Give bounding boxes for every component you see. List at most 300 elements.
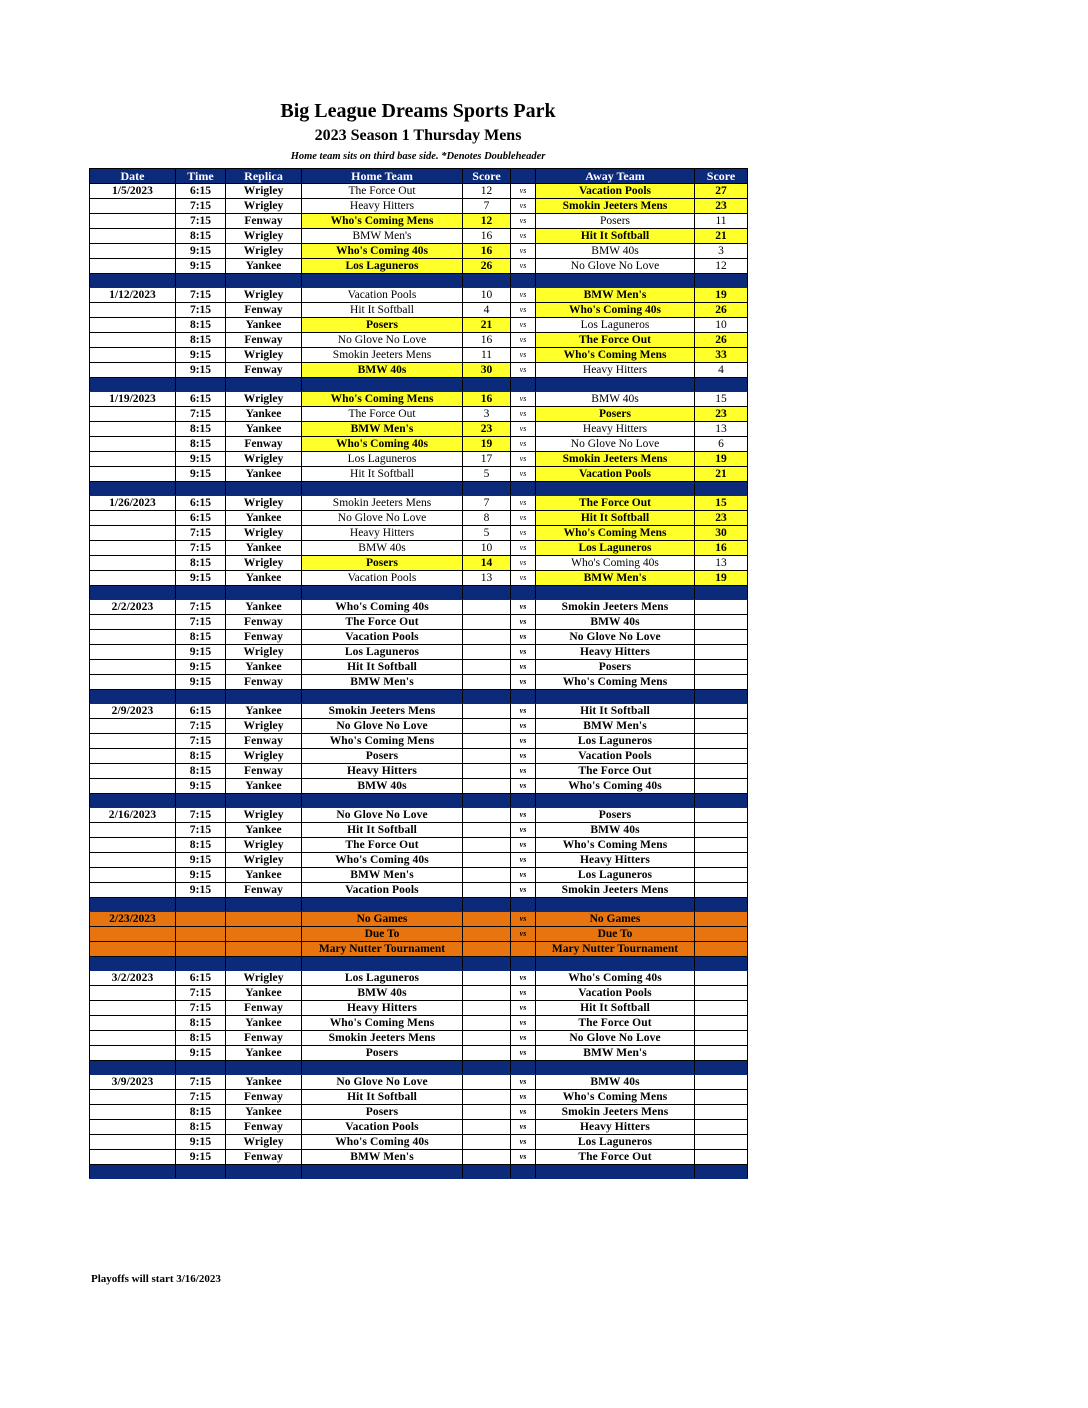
away-score-cell: 26 — [695, 303, 748, 318]
separator-cell — [226, 274, 302, 288]
replica-cell: Wrigley — [226, 229, 302, 244]
separator-cell — [536, 690, 695, 704]
time-cell: 6:15 — [176, 496, 226, 511]
away-score-cell: 33 — [695, 348, 748, 363]
replica-cell: Wrigley — [226, 808, 302, 823]
home-score-cell — [463, 675, 511, 690]
no-games-row — [90, 942, 748, 957]
away-team-cell: The Force Out — [536, 1016, 695, 1031]
vs-cell: vs — [511, 600, 536, 615]
separator-cell — [511, 378, 536, 392]
separator-cell — [302, 1165, 463, 1179]
col-vs — [511, 169, 536, 184]
date-cell — [90, 1135, 176, 1150]
separator-cell — [226, 482, 302, 496]
vs-cell: vs — [511, 392, 536, 407]
home-score-cell — [463, 749, 511, 764]
date-cell — [90, 363, 176, 378]
vs-cell: vs — [511, 214, 536, 229]
vs-cell: vs — [511, 556, 536, 571]
away-score-cell — [695, 1090, 748, 1105]
separator-cell — [176, 274, 226, 288]
away-score-cell — [695, 838, 748, 853]
home-score-cell — [463, 704, 511, 719]
replica-cell: Fenway — [226, 303, 302, 318]
vs-cell: vs — [511, 199, 536, 214]
game-row — [90, 749, 748, 764]
date-cell — [90, 1001, 176, 1016]
time-cell: 9:15 — [176, 259, 226, 274]
home-team-cell: Vacation Pools — [302, 630, 463, 645]
away-team-cell: Los Laguneros — [536, 868, 695, 883]
away-team-cell: Vacation Pools — [536, 184, 695, 199]
home-score-cell: 5 — [463, 526, 511, 541]
vs-cell: vs — [511, 719, 536, 734]
separator-cell — [302, 378, 463, 392]
away-score-cell — [695, 749, 748, 764]
col-replica: Replica — [226, 169, 302, 184]
home-team-cell: Vacation Pools — [302, 883, 463, 898]
vs-cell: vs — [511, 1105, 536, 1120]
away-score-cell — [695, 615, 748, 630]
game-row — [90, 1075, 748, 1090]
separator-cell — [463, 794, 511, 808]
replica-cell: Wrigley — [226, 244, 302, 259]
vs-cell: vs — [511, 660, 536, 675]
week-separator — [90, 378, 748, 392]
time-cell: 9:15 — [176, 467, 226, 482]
date-cell — [90, 883, 176, 898]
separator-cell — [511, 690, 536, 704]
home-team-cell: Hit It Softball — [302, 1090, 463, 1105]
vs-cell: vs — [511, 526, 536, 541]
vs-cell: vs — [511, 704, 536, 719]
home-score-cell: 10 — [463, 288, 511, 303]
separator-cell — [176, 378, 226, 392]
date-cell: 2/9/2023 — [90, 704, 176, 719]
separator-cell — [90, 898, 176, 912]
game-row — [90, 1150, 748, 1165]
separator-cell — [695, 794, 748, 808]
home-score-cell — [463, 645, 511, 660]
home-score-cell — [463, 823, 511, 838]
date-cell — [90, 407, 176, 422]
vs-cell: vs — [511, 407, 536, 422]
separator-cell — [511, 1061, 536, 1075]
away-score-cell — [695, 853, 748, 868]
game-row — [90, 199, 748, 214]
vs-cell: vs — [511, 303, 536, 318]
separator-cell — [302, 957, 463, 971]
home-team-cell: The Force Out — [302, 407, 463, 422]
replica-cell: Fenway — [226, 1001, 302, 1016]
date-cell — [90, 229, 176, 244]
vs-cell: vs — [511, 452, 536, 467]
separator-cell — [302, 586, 463, 600]
week-separator — [90, 1165, 748, 1179]
replica-cell: Fenway — [226, 1120, 302, 1135]
date-cell: 1/5/2023 — [90, 184, 176, 199]
away-score-cell: 30 — [695, 526, 748, 541]
replica-cell: Yankee — [226, 541, 302, 556]
separator-cell — [302, 482, 463, 496]
week-separator — [90, 794, 748, 808]
vs-cell: vs — [511, 1075, 536, 1090]
home-score-cell: 11 — [463, 348, 511, 363]
home-score-cell — [463, 1046, 511, 1061]
home-score-cell — [463, 660, 511, 675]
time-cell: 8:15 — [176, 318, 226, 333]
away-score-cell — [695, 912, 748, 927]
time-cell: 7:15 — [176, 541, 226, 556]
time-cell: 8:15 — [176, 1031, 226, 1046]
time-cell: 7:15 — [176, 1075, 226, 1090]
separator-cell — [90, 690, 176, 704]
home-score-cell: 12 — [463, 214, 511, 229]
vs-cell: vs — [511, 734, 536, 749]
home-team-cell: Hit It Softball — [302, 660, 463, 675]
date-cell — [90, 1120, 176, 1135]
game-row — [90, 392, 748, 407]
vs-cell: vs — [511, 1031, 536, 1046]
replica-cell: Yankee — [226, 1016, 302, 1031]
vs-cell: vs — [511, 779, 536, 794]
away-team-cell: Heavy Hitters — [536, 1120, 695, 1135]
game-row — [90, 184, 748, 199]
vs-cell: vs — [511, 244, 536, 259]
home-score-cell — [463, 868, 511, 883]
game-row — [90, 467, 748, 482]
away-team-cell: Hit It Softball — [536, 229, 695, 244]
vs-cell: vs — [511, 437, 536, 452]
away-team-cell: Los Laguneros — [536, 541, 695, 556]
away-score-cell: 4 — [695, 363, 748, 378]
home-score-cell — [463, 779, 511, 794]
game-row — [90, 734, 748, 749]
home-team-cell: No Games — [302, 912, 463, 927]
away-score-cell — [695, 630, 748, 645]
home-team-cell: Heavy Hitters — [302, 199, 463, 214]
home-score-cell: 16 — [463, 244, 511, 259]
time-cell: 7:15 — [176, 214, 226, 229]
away-team-cell: BMW 40s — [536, 1075, 695, 1090]
vs-cell: vs — [511, 986, 536, 1001]
vs-cell: vs — [511, 1135, 536, 1150]
separator-cell — [695, 586, 748, 600]
home-team-cell: Who's Coming Mens — [302, 392, 463, 407]
separator-cell — [536, 378, 695, 392]
away-team-cell: Smokin Jeeters Mens — [536, 199, 695, 214]
home-team-cell: Smokin Jeeters Mens — [302, 348, 463, 363]
game-row — [90, 883, 748, 898]
replica-cell: Yankee — [226, 511, 302, 526]
replica-cell: Yankee — [226, 259, 302, 274]
vs-cell: vs — [511, 541, 536, 556]
home-score-cell — [463, 927, 511, 942]
game-row — [90, 348, 748, 363]
date-cell — [90, 1150, 176, 1165]
away-team-cell: Who's Coming Mens — [536, 675, 695, 690]
week-separator — [90, 482, 748, 496]
separator-cell — [695, 690, 748, 704]
away-score-cell: 12 — [695, 259, 748, 274]
date-cell — [90, 556, 176, 571]
date-cell — [90, 645, 176, 660]
replica-cell: Yankee — [226, 779, 302, 794]
away-score-cell: 3 — [695, 244, 748, 259]
date-cell — [90, 526, 176, 541]
time-cell: 9:15 — [176, 853, 226, 868]
time-cell: 7:15 — [176, 1090, 226, 1105]
date-cell — [90, 764, 176, 779]
no-games-row — [90, 927, 748, 942]
time-cell: 7:15 — [176, 1001, 226, 1016]
home-team-cell: Mary Nutter Tournament — [302, 942, 463, 957]
time-cell: 6:15 — [176, 392, 226, 407]
vs-cell: vs — [511, 883, 536, 898]
separator-cell — [463, 1061, 511, 1075]
home-team-cell: Who's Coming Mens — [302, 214, 463, 229]
home-team-cell: Los Laguneros — [302, 452, 463, 467]
time-cell: 6:15 — [176, 704, 226, 719]
game-row — [90, 645, 748, 660]
replica-cell — [226, 942, 302, 957]
time-cell: 8:15 — [176, 229, 226, 244]
game-row — [90, 303, 748, 318]
replica-cell — [226, 912, 302, 927]
away-team-cell: Posers — [536, 407, 695, 422]
away-team-cell: Heavy Hitters — [536, 363, 695, 378]
away-team-cell: BMW Men's — [536, 719, 695, 734]
date-cell — [90, 541, 176, 556]
game-row — [90, 244, 748, 259]
home-team-cell: BMW Men's — [302, 868, 463, 883]
separator-cell — [302, 690, 463, 704]
home-team-cell: Hit It Softball — [302, 823, 463, 838]
separator-cell — [536, 898, 695, 912]
time-cell: 9:15 — [176, 660, 226, 675]
game-row — [90, 541, 748, 556]
home-score-cell: 7 — [463, 496, 511, 511]
away-team-cell: Heavy Hitters — [536, 422, 695, 437]
col-away-score: Score — [695, 169, 748, 184]
game-row — [90, 1016, 748, 1031]
game-row — [90, 1120, 748, 1135]
time-cell: 8:15 — [176, 749, 226, 764]
vs-cell: vs — [511, 1150, 536, 1165]
replica-cell: Wrigley — [226, 288, 302, 303]
home-team-cell: Posers — [302, 318, 463, 333]
replica-cell: Yankee — [226, 1046, 302, 1061]
game-row — [90, 823, 748, 838]
away-team-cell: BMW Men's — [536, 1046, 695, 1061]
replica-cell: Yankee — [226, 704, 302, 719]
game-row — [90, 1135, 748, 1150]
away-score-cell — [695, 927, 748, 942]
separator-cell — [511, 1165, 536, 1179]
home-score-cell — [463, 808, 511, 823]
vs-cell: vs — [511, 348, 536, 363]
separator-cell — [226, 586, 302, 600]
away-score-cell: 23 — [695, 407, 748, 422]
separator-cell — [226, 1165, 302, 1179]
time-cell: 9:15 — [176, 244, 226, 259]
header-row — [90, 169, 748, 184]
separator-cell — [695, 482, 748, 496]
home-team-cell: Heavy Hitters — [302, 1001, 463, 1016]
replica-cell: Yankee — [226, 407, 302, 422]
away-score-cell: 23 — [695, 511, 748, 526]
away-score-cell: 21 — [695, 467, 748, 482]
vs-cell: vs — [511, 184, 536, 199]
separator-cell — [226, 1061, 302, 1075]
time-cell: 8:15 — [176, 422, 226, 437]
replica-cell: Fenway — [226, 630, 302, 645]
date-cell: 1/12/2023 — [90, 288, 176, 303]
date-cell — [90, 214, 176, 229]
replica-cell: Fenway — [226, 883, 302, 898]
away-team-cell: Los Laguneros — [536, 734, 695, 749]
vs-cell: vs — [511, 749, 536, 764]
home-score-cell — [463, 1031, 511, 1046]
date-cell — [90, 199, 176, 214]
away-team-cell: Who's Coming 40s — [536, 971, 695, 986]
game-row — [90, 719, 748, 734]
home-score-cell — [463, 853, 511, 868]
date-cell: 3/9/2023 — [90, 1075, 176, 1090]
game-row — [90, 511, 748, 526]
time-cell — [176, 942, 226, 957]
away-team-cell: The Force Out — [536, 764, 695, 779]
time-cell: 9:15 — [176, 348, 226, 363]
home-team-cell: BMW 40s — [302, 779, 463, 794]
away-team-cell: Hit It Softball — [536, 704, 695, 719]
away-team-cell: Who's Coming Mens — [536, 838, 695, 853]
separator-cell — [511, 274, 536, 288]
separator-cell — [511, 898, 536, 912]
away-score-cell — [695, 942, 748, 957]
replica-cell: Wrigley — [226, 496, 302, 511]
game-row — [90, 496, 748, 511]
date-cell — [90, 259, 176, 274]
date-cell — [90, 571, 176, 586]
date-cell — [90, 853, 176, 868]
away-team-cell: Los Laguneros — [536, 1135, 695, 1150]
separator-cell — [302, 898, 463, 912]
away-team-cell: The Force Out — [536, 333, 695, 348]
separator-cell — [90, 1165, 176, 1179]
time-cell: 9:15 — [176, 452, 226, 467]
page-title: Big League Dreams Sports Park — [280, 100, 556, 122]
home-team-cell: The Force Out — [302, 838, 463, 853]
home-team-cell: Smokin Jeeters Mens — [302, 1031, 463, 1046]
home-score-cell — [463, 971, 511, 986]
away-score-cell — [695, 675, 748, 690]
away-team-cell: Who's Coming 40s — [536, 303, 695, 318]
home-team-cell: No Glove No Love — [302, 333, 463, 348]
separator-cell — [695, 274, 748, 288]
replica-cell: Wrigley — [226, 452, 302, 467]
home-score-cell — [463, 986, 511, 1001]
replica-cell: Wrigley — [226, 853, 302, 868]
away-score-cell: 23 — [695, 199, 748, 214]
game-row — [90, 407, 748, 422]
date-cell — [90, 868, 176, 883]
away-team-cell: No Glove No Love — [536, 630, 695, 645]
replica-cell: Wrigley — [226, 645, 302, 660]
away-team-cell: Who's Coming Mens — [536, 526, 695, 541]
away-team-cell: BMW 40s — [536, 615, 695, 630]
away-score-cell — [695, 823, 748, 838]
replica-cell: Wrigley — [226, 392, 302, 407]
home-score-cell: 3 — [463, 407, 511, 422]
date-cell — [90, 719, 176, 734]
week-separator — [90, 690, 748, 704]
away-score-cell — [695, 1031, 748, 1046]
home-score-cell: 16 — [463, 333, 511, 348]
time-cell — [176, 927, 226, 942]
game-row — [90, 779, 748, 794]
date-cell — [90, 942, 176, 957]
separator-cell — [90, 482, 176, 496]
separator-cell — [90, 274, 176, 288]
away-score-cell — [695, 808, 748, 823]
vs-cell: vs — [511, 808, 536, 823]
replica-cell: Wrigley — [226, 556, 302, 571]
separator-cell — [463, 378, 511, 392]
separator-cell — [511, 586, 536, 600]
away-team-cell: Vacation Pools — [536, 986, 695, 1001]
date-cell — [90, 675, 176, 690]
time-cell: 7:15 — [176, 600, 226, 615]
home-score-cell — [463, 912, 511, 927]
time-cell: 9:15 — [176, 363, 226, 378]
date-cell — [90, 452, 176, 467]
vs-cell: vs — [511, 363, 536, 378]
game-row — [90, 437, 748, 452]
game-row — [90, 422, 748, 437]
game-row — [90, 1031, 748, 1046]
vs-cell: vs — [511, 259, 536, 274]
week-separator — [90, 1061, 748, 1075]
game-row — [90, 259, 748, 274]
vs-cell: vs — [511, 511, 536, 526]
separator-cell — [302, 1061, 463, 1075]
date-cell — [90, 749, 176, 764]
date-cell: 2/16/2023 — [90, 808, 176, 823]
away-score-cell — [695, 1105, 748, 1120]
date-cell — [90, 1046, 176, 1061]
date-cell — [90, 1105, 176, 1120]
game-row — [90, 333, 748, 348]
away-score-cell: 19 — [695, 571, 748, 586]
home-team-cell: BMW Men's — [302, 422, 463, 437]
separator-cell — [695, 378, 748, 392]
time-cell: 9:15 — [176, 1150, 226, 1165]
separator-cell — [463, 274, 511, 288]
time-cell: 9:15 — [176, 883, 226, 898]
separator-cell — [536, 794, 695, 808]
away-team-cell: Smokin Jeeters Mens — [536, 452, 695, 467]
home-score-cell: 12 — [463, 184, 511, 199]
away-team-cell: The Force Out — [536, 1150, 695, 1165]
away-team-cell: Hit It Softball — [536, 511, 695, 526]
playoffs-note: Playoffs will start 3/16/2023 — [91, 1273, 221, 1285]
separator-cell — [463, 957, 511, 971]
week-separator — [90, 957, 748, 971]
separator-cell — [176, 794, 226, 808]
date-cell — [90, 303, 176, 318]
